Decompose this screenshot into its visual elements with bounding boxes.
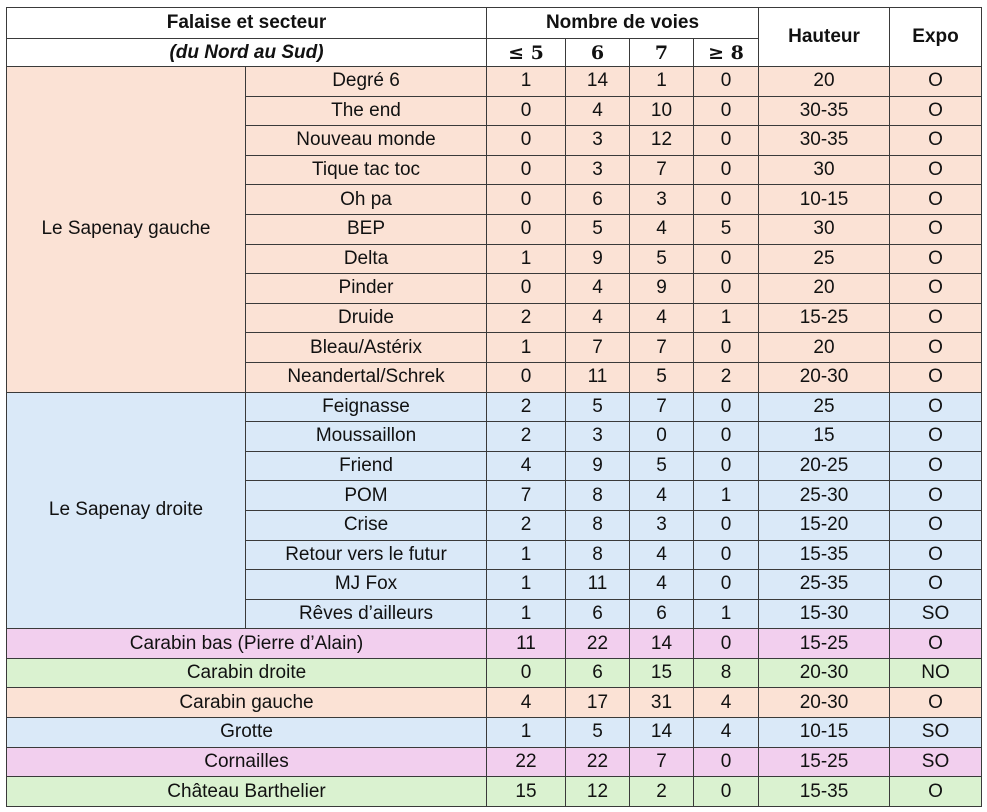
voies-7-cell: 1 xyxy=(630,67,694,97)
voies-le5-cell: 0 xyxy=(487,96,566,126)
voies-7-cell: 5 xyxy=(630,451,694,481)
voies-7-cell: 5 xyxy=(630,244,694,274)
voies-7-cell: 10 xyxy=(630,96,694,126)
hauteur-cell: 15-35 xyxy=(759,540,890,570)
voies-le5-cell: 0 xyxy=(487,155,566,185)
voies-ge8-cell: 4 xyxy=(694,718,759,748)
expo-cell: O xyxy=(890,274,982,304)
hauteur-header: Hauteur xyxy=(759,8,890,67)
table-row xyxy=(7,718,982,748)
voies-6-cell: 3 xyxy=(566,155,630,185)
secteur-cell: The end xyxy=(246,96,487,126)
secteur-cell: Crise xyxy=(246,510,487,540)
voies-7-cell: 7 xyxy=(630,333,694,363)
voies-ge8-cell: 0 xyxy=(694,392,759,422)
expo-cell: O xyxy=(890,126,982,156)
expo-cell: SO xyxy=(890,747,982,777)
voies-ge8-cell: 0 xyxy=(694,244,759,274)
secteur-cell: Feignasse xyxy=(246,392,487,422)
secteur-cell: Moussaillon xyxy=(246,422,487,452)
hauteur-cell: 20-25 xyxy=(759,451,890,481)
expo-cell: O xyxy=(890,214,982,244)
expo-cell: O xyxy=(890,185,982,215)
voies-6-cell: 9 xyxy=(566,244,630,274)
secteur-cell: Neandertal/Schrek xyxy=(246,362,487,392)
expo-cell: O xyxy=(890,67,982,97)
grade-col-ge8: ≥ 8 xyxy=(694,39,759,67)
voies-7-cell: 2 xyxy=(630,777,694,807)
secteur-cell: Nouveau monde xyxy=(246,126,487,156)
voies-le5-cell: 22 xyxy=(487,747,566,777)
voies-le5-cell: 1 xyxy=(487,244,566,274)
voies-6-cell: 8 xyxy=(566,481,630,511)
voies-7-cell: 3 xyxy=(630,510,694,540)
expo-cell: O xyxy=(890,244,982,274)
table-row xyxy=(7,629,982,659)
voies-ge8-cell: 0 xyxy=(694,451,759,481)
voies-le5-cell: 1 xyxy=(487,540,566,570)
hauteur-cell: 30 xyxy=(759,214,890,244)
voies-6-cell: 4 xyxy=(566,274,630,304)
voies-6-cell: 3 xyxy=(566,422,630,452)
voies-le5-cell: 1 xyxy=(487,67,566,97)
falaise-cell: Grotte xyxy=(7,718,487,748)
hauteur-cell: 20 xyxy=(759,67,890,97)
hauteur-cell: 25-35 xyxy=(759,570,890,600)
voies-le5-cell: 4 xyxy=(487,688,566,718)
hauteur-cell: 15-25 xyxy=(759,629,890,659)
secteur-cell: Retour vers le futur xyxy=(246,540,487,570)
expo-cell: O xyxy=(890,451,982,481)
voies-le5-cell: 4 xyxy=(487,451,566,481)
voies-le5-cell: 0 xyxy=(487,274,566,304)
falaise-header: Falaise et secteur xyxy=(7,8,487,39)
voies-le5-cell: 1 xyxy=(487,599,566,629)
voies-ge8-cell: 0 xyxy=(694,126,759,156)
hauteur-cell: 30 xyxy=(759,155,890,185)
voies-6-cell: 11 xyxy=(566,570,630,600)
voies-ge8-cell: 0 xyxy=(694,629,759,659)
expo-cell: O xyxy=(890,303,982,333)
voies-7-cell: 7 xyxy=(630,155,694,185)
hauteur-cell: 20 xyxy=(759,274,890,304)
voies-le5-cell: 7 xyxy=(487,481,566,511)
falaise-cell: Cornailles xyxy=(7,747,487,777)
voies-le5-cell: 0 xyxy=(487,185,566,215)
hauteur-cell: 15-25 xyxy=(759,303,890,333)
voies-le5-cell: 1 xyxy=(487,333,566,363)
voies-ge8-cell: 0 xyxy=(694,570,759,600)
voies-6-cell: 3 xyxy=(566,126,630,156)
voies-6-cell: 6 xyxy=(566,658,630,688)
voies-6-cell: 5 xyxy=(566,718,630,748)
voies-7-cell: 4 xyxy=(630,303,694,333)
falaise-cell: Le Sapenay gauche xyxy=(7,67,246,393)
voies-le5-cell: 2 xyxy=(487,510,566,540)
voies-6-cell: 6 xyxy=(566,599,630,629)
falaise-cell: Carabin bas (Pierre d’Alain) xyxy=(7,629,487,659)
falaise-subheader: (du Nord au Sud) xyxy=(7,39,487,67)
voies-6-cell: 5 xyxy=(566,214,630,244)
voies-6-cell: 12 xyxy=(566,777,630,807)
voies-ge8-cell: 0 xyxy=(694,510,759,540)
expo-cell: NO xyxy=(890,658,982,688)
voies-7-cell: 12 xyxy=(630,126,694,156)
hauteur-cell: 15-20 xyxy=(759,510,890,540)
expo-cell: SO xyxy=(890,718,982,748)
voies-6-cell: 4 xyxy=(566,96,630,126)
hauteur-cell: 25 xyxy=(759,244,890,274)
voies-ge8-cell: 5 xyxy=(694,214,759,244)
hauteur-cell: 15-35 xyxy=(759,777,890,807)
hauteur-cell: 25-30 xyxy=(759,481,890,511)
voies-6-cell: 14 xyxy=(566,67,630,97)
voies-6-cell: 22 xyxy=(566,629,630,659)
voies-6-cell: 22 xyxy=(566,747,630,777)
voies-7-cell: 9 xyxy=(630,274,694,304)
voies-le5-cell: 15 xyxy=(487,777,566,807)
expo-cell: O xyxy=(890,333,982,363)
voies-7-cell: 4 xyxy=(630,214,694,244)
voies-ge8-cell: 0 xyxy=(694,274,759,304)
voies-6-cell: 11 xyxy=(566,362,630,392)
voies-ge8-cell: 0 xyxy=(694,747,759,777)
secteur-cell: Druide xyxy=(246,303,487,333)
voies-7-cell: 7 xyxy=(630,392,694,422)
secteur-cell: Oh pa xyxy=(246,185,487,215)
voies-ge8-cell: 0 xyxy=(694,96,759,126)
hauteur-cell: 20-30 xyxy=(759,362,890,392)
expo-cell: O xyxy=(890,481,982,511)
voies-ge8-cell: 0 xyxy=(694,777,759,807)
table-body xyxy=(7,67,982,807)
voies-7-cell: 5 xyxy=(630,362,694,392)
table-row xyxy=(7,777,982,807)
secteur-cell: Tique tac toc xyxy=(246,155,487,185)
voies-ge8-cell: 0 xyxy=(694,540,759,570)
voies-ge8-cell: 8 xyxy=(694,658,759,688)
voies-le5-cell: 2 xyxy=(487,422,566,452)
hauteur-cell: 15 xyxy=(759,422,890,452)
hauteur-cell: 15-25 xyxy=(759,747,890,777)
voies-le5-cell: 0 xyxy=(487,362,566,392)
voies-ge8-cell: 0 xyxy=(694,155,759,185)
voies-ge8-cell: 1 xyxy=(694,481,759,511)
secteur-cell: MJ Fox xyxy=(246,570,487,600)
voies-7-cell: 7 xyxy=(630,747,694,777)
voies-le5-cell: 0 xyxy=(487,214,566,244)
crag-table xyxy=(6,7,982,807)
table-row xyxy=(7,392,982,422)
voies-7-cell: 14 xyxy=(630,629,694,659)
voies-6-cell: 5 xyxy=(566,392,630,422)
secteur-cell: Delta xyxy=(246,244,487,274)
table-row xyxy=(7,688,982,718)
falaise-cell: Carabin gauche xyxy=(7,688,487,718)
voies-6-cell: 7 xyxy=(566,333,630,363)
secteur-cell: Bleau/Astérix xyxy=(246,333,487,363)
voies-ge8-cell: 0 xyxy=(694,67,759,97)
secteur-cell: Friend xyxy=(246,451,487,481)
voies-le5-cell: 0 xyxy=(487,126,566,156)
grade-col-6: 6 xyxy=(566,39,630,67)
hauteur-cell: 20-30 xyxy=(759,658,890,688)
voies-le5-cell: 2 xyxy=(487,392,566,422)
expo-cell: O xyxy=(890,540,982,570)
expo-cell: O xyxy=(890,570,982,600)
secteur-cell: Pinder xyxy=(246,274,487,304)
voies-le5-cell: 1 xyxy=(487,718,566,748)
hauteur-cell: 30-35 xyxy=(759,96,890,126)
voies-7-cell: 31 xyxy=(630,688,694,718)
table-row xyxy=(7,658,982,688)
voies-le5-cell: 0 xyxy=(487,658,566,688)
voies-ge8-cell: 4 xyxy=(694,688,759,718)
secteur-cell: BEP xyxy=(246,214,487,244)
voies-6-cell: 8 xyxy=(566,510,630,540)
voies-6-cell: 8 xyxy=(566,540,630,570)
falaise-cell: Château Barthelier xyxy=(7,777,487,807)
voies-7-cell: 0 xyxy=(630,422,694,452)
voies-le5-cell: 1 xyxy=(487,570,566,600)
voies-ge8-cell: 1 xyxy=(694,303,759,333)
grade-col-7: 7 xyxy=(630,39,694,67)
voies-7-cell: 4 xyxy=(630,481,694,511)
voies-7-cell: 15 xyxy=(630,658,694,688)
secteur-cell: Rêves d’ailleurs xyxy=(246,599,487,629)
expo-cell: SO xyxy=(890,599,982,629)
secteur-cell: Degré 6 xyxy=(246,67,487,97)
voies-6-cell: 17 xyxy=(566,688,630,718)
expo-cell: O xyxy=(890,688,982,718)
expo-cell: O xyxy=(890,422,982,452)
hauteur-cell: 20 xyxy=(759,333,890,363)
voies-7-cell: 6 xyxy=(630,599,694,629)
hauteur-cell: 25 xyxy=(759,392,890,422)
expo-cell: O xyxy=(890,629,982,659)
voies-le5-cell: 11 xyxy=(487,629,566,659)
voies-ge8-cell: 0 xyxy=(694,333,759,363)
expo-cell: O xyxy=(890,777,982,807)
falaise-cell: Le Sapenay droite xyxy=(7,392,246,629)
hauteur-cell: 20-30 xyxy=(759,688,890,718)
voies-7-cell: 3 xyxy=(630,185,694,215)
table-row xyxy=(7,67,982,97)
hauteur-cell: 15-30 xyxy=(759,599,890,629)
voies-ge8-cell: 0 xyxy=(694,422,759,452)
falaise-cell: Carabin droite xyxy=(7,658,487,688)
voies-ge8-cell: 0 xyxy=(694,185,759,215)
expo-cell: O xyxy=(890,362,982,392)
expo-cell: O xyxy=(890,510,982,540)
voies-7-cell: 4 xyxy=(630,570,694,600)
secteur-cell: POM xyxy=(246,481,487,511)
expo-cell: O xyxy=(890,96,982,126)
hauteur-cell: 30-35 xyxy=(759,126,890,156)
nombre-voies-header: Nombre de voies xyxy=(487,8,759,39)
voies-7-cell: 4 xyxy=(630,540,694,570)
voies-6-cell: 6 xyxy=(566,185,630,215)
voies-6-cell: 4 xyxy=(566,303,630,333)
voies-6-cell: 9 xyxy=(566,451,630,481)
grade-col-le5: ≤ 5 xyxy=(487,39,566,67)
hauteur-cell: 10-15 xyxy=(759,718,890,748)
voies-le5-cell: 2 xyxy=(487,303,566,333)
voies-ge8-cell: 1 xyxy=(694,599,759,629)
expo-header: Expo xyxy=(890,8,982,67)
expo-cell: O xyxy=(890,155,982,185)
table-row xyxy=(7,747,982,777)
voies-7-cell: 14 xyxy=(630,718,694,748)
voies-ge8-cell: 2 xyxy=(694,362,759,392)
expo-cell: O xyxy=(890,392,982,422)
hauteur-cell: 10-15 xyxy=(759,185,890,215)
